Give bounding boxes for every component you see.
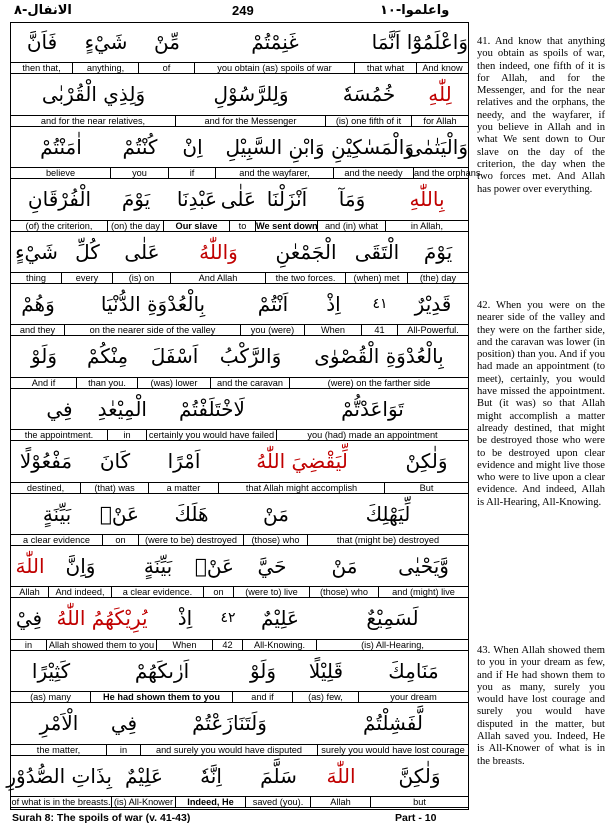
english-gloss: (were to) live [234, 587, 310, 598]
english-gloss: (as) few, [293, 692, 359, 703]
arabic-word: غَنِمْتُمْ [251, 30, 299, 54]
arabic-word: مِنْكُمْ [86, 344, 129, 369]
english-gloss: but [413, 796, 426, 807]
arabic-word: لِّيَهْلِكَ [365, 501, 411, 526]
english-gloss: and the wayfarer, [216, 168, 334, 179]
verse-translation [477, 645, 605, 768]
arabic-word: فِي [110, 711, 138, 736]
arabic-word: مَنْ [263, 501, 289, 526]
english-gloss: that what [355, 63, 417, 74]
english-gloss: on [204, 587, 234, 598]
arabic-word: اَسْفَلَ [150, 344, 199, 369]
english-gloss: (is) on [113, 273, 171, 284]
english-gloss: and if [233, 692, 293, 703]
arabic-word: بِاللّٰهِ [409, 187, 445, 212]
arabic-word: قَدِيْرٌ [414, 292, 452, 316]
arabic-word: وَاعْلَمُوْٓا [406, 30, 468, 54]
english-gloss: in [107, 745, 141, 756]
arabic-word: الْاَمْرِ [39, 711, 79, 736]
arabic-word: وَالرَّكْبُ [219, 344, 282, 369]
arabic-word: لَاخْتَلَفْتُمْ [179, 396, 245, 421]
arabic-word: وَلٰكِنْ [405, 449, 448, 474]
arabic-word: وَّيَحْيٰى [398, 554, 449, 578]
arabic-word: بَيِّنَةٍ [42, 501, 72, 526]
part-footer-label: Part - 10 [395, 812, 437, 824]
verse-line [11, 390, 468, 442]
english-gloss: you [111, 168, 169, 179]
verse-line [11, 180, 468, 232]
verse-line [11, 128, 481, 180]
verse-translation [477, 36, 605, 196]
arabic-row [11, 75, 468, 114]
arabic-row [11, 233, 468, 272]
arabic-word: وَالْمَسٰكِيْنِ [330, 134, 414, 159]
arabic-word: اللّٰهَ [15, 554, 45, 578]
arabic-row [11, 390, 468, 429]
english-gloss: you (had) made an appointment [307, 430, 438, 441]
juz-header-label: واعلموا-١٠ [380, 3, 450, 18]
english-gloss: for Allah [423, 115, 457, 126]
arabic-word: وَلَوْ [249, 658, 277, 683]
arabic-word: يَوْمَ [121, 187, 151, 212]
english-gloss: and (might) live [392, 587, 455, 598]
arabic-row [11, 285, 468, 324]
arabic-word: ٤٢ [220, 610, 236, 627]
english-gloss: (is) All-Knower [112, 797, 176, 808]
arabic-word: بِالْعُدْوَةِ الْقُصْوٰى [314, 344, 444, 369]
english-gloss: destined, [11, 483, 81, 494]
english-gloss: you (were) [241, 325, 305, 336]
english-gloss: and the needy [334, 168, 414, 179]
verse-number: 41. [477, 36, 495, 47]
english-gloss: a clear evidence [11, 535, 103, 546]
verse-line [11, 652, 468, 704]
surah-header-label: الانفال-٨ [14, 3, 72, 18]
english-gloss: 41 [362, 325, 398, 336]
verse-line [11, 233, 468, 285]
english-gloss: surely you would have lost courage [321, 744, 465, 755]
arabic-word: وَالْيَتٰمٰى [406, 134, 468, 159]
english-gloss: He had shown them to you [91, 692, 233, 703]
arabic-word: عَلِيْمٌ [125, 763, 163, 788]
arabic-row [11, 599, 468, 638]
arabic-word: ٤١ [372, 296, 388, 312]
arabic-word: سَلَّمَ [260, 763, 297, 788]
arabic-word: اَمْرًا [167, 449, 201, 474]
english-row [11, 639, 468, 651]
translation-text: When Allah showed them to you in your dream as few, and if He had shown them to you as many, surely you would have lost courage and surely you would have disputed in the matter, but Allah saved you. Indeed, He is All-Knower of what is in the breasts. [477, 645, 605, 767]
english-gloss: thing [11, 273, 62, 284]
english-gloss: (is) one fifth of it [326, 116, 412, 127]
english-gloss: and the caravan [211, 378, 290, 389]
arabic-word: يُرِيْكَهُمُ اللّٰهُ [56, 606, 148, 631]
page-footer [0, 810, 608, 827]
arabic-word: اَنْتُمْ [257, 292, 289, 316]
verse-line [11, 495, 468, 547]
english-row [11, 220, 468, 232]
english-gloss: And Allah [171, 273, 266, 284]
arabic-word: قَلِيْلًا [308, 658, 344, 683]
english-gloss: a matter [149, 483, 219, 494]
arabic-row [11, 547, 468, 586]
english-gloss: (those) who [310, 587, 379, 598]
english-gloss: of [139, 63, 195, 74]
arabic-word: لَسَمِيْعٌ [366, 606, 419, 631]
english-gloss: in [108, 430, 147, 441]
english-gloss: and they [11, 325, 65, 336]
word-by-word-grid [6, 22, 481, 810]
arabic-word: تَوَاعَدْتُّمْ [341, 396, 404, 421]
arabic-word: اٰمَنْتُمْ [40, 134, 82, 159]
arabic-word: شَيْءٍ [84, 30, 128, 54]
english-gloss: that (might be) destroyed [336, 534, 440, 545]
verse-line [11, 337, 468, 389]
arabic-row [11, 337, 468, 376]
verse-line [11, 285, 468, 337]
english-gloss: your dream [390, 692, 437, 703]
verse-line [11, 23, 468, 75]
english-row [11, 482, 468, 494]
arabic-word: وَهُمْ [21, 292, 55, 316]
arabic-word: وَابْنِ السَّبِيْلِ [225, 134, 325, 159]
arabic-word: فِيْ [15, 606, 43, 631]
arabic-word: مِّنْ [154, 30, 180, 54]
english-gloss: the appointment. [11, 430, 108, 441]
arabic-word: عَلٰى [220, 187, 256, 212]
arabic-word: الْجَمْعٰنِ [275, 239, 337, 264]
arabic-word: وَلِلرَّسُوْلِ [213, 82, 289, 107]
arabic-word: شَيْءٍ [15, 239, 58, 264]
arabic-word: عَلِيْمٌ [261, 606, 299, 631]
english-gloss: and the orphans [414, 168, 481, 179]
english-row [11, 377, 468, 389]
arabic-word: اَرٰىكَهُمْ [134, 658, 190, 683]
english-row [11, 62, 468, 74]
arabic-word: اِنَّهٗ [200, 763, 222, 788]
english-gloss: All-Knowing. [243, 640, 317, 651]
english-gloss: if [169, 168, 216, 179]
verse-number: 42. [477, 300, 496, 311]
page-number: 249 [232, 3, 254, 18]
english-gloss: (were to be) destroyed [139, 535, 244, 546]
english-gloss: Allah [11, 587, 49, 598]
verse-line [11, 547, 468, 599]
english-gloss: to [230, 221, 256, 232]
arabic-word: مَنْ [331, 554, 358, 578]
english-gloss: a clear evidence. [112, 587, 204, 598]
arabic-word: عَنْۢ [194, 554, 234, 578]
arabic-word: حَيَّ [257, 554, 287, 578]
english-row [11, 324, 468, 336]
english-gloss: every [62, 273, 113, 284]
arabic-word: وَلٰكِنَّ [398, 763, 441, 788]
arabic-word: كُنْتُمْ [122, 134, 158, 159]
surah-footer-label: Surah 8: The spoils of war (v. 41-43) [12, 812, 191, 824]
english-gloss: on [103, 535, 139, 546]
arabic-word: كَثِيْرًا [31, 658, 71, 683]
english-gloss: and for the Messenger [176, 116, 326, 127]
arabic-word: مَفْعُوْلًا [19, 449, 73, 474]
translation-text: And know that anything you obtain as spoils of war, then indeed, one fifth of it is for Allah, and for the Messenger, and for the near relatives and the orphans, the needy, and the wayfarer, if you believe in Allah and in what We sent down to Our slave on the day of the criterion, the day when the two forces met. And Allah has power over everything. [477, 36, 605, 195]
arabic-row [11, 495, 468, 534]
english-row [11, 744, 468, 756]
verse-number: 43. [477, 645, 494, 656]
arabic-word: اَنَّمَا [371, 30, 401, 54]
arabic-word: بَيِّنَةٍ [143, 554, 173, 578]
arabic-word: عَبْدِنَا [176, 187, 218, 212]
english-row [11, 167, 481, 179]
arabic-word: وَلِذِي الْقُرْبٰى [41, 82, 146, 107]
english-gloss: the matter, [11, 745, 107, 756]
arabic-word: وَمَآ [338, 187, 366, 212]
english-row [11, 534, 468, 546]
english-gloss: When [157, 640, 213, 651]
arabic-word: كُلِّ [75, 239, 100, 264]
arabic-row [6, 757, 468, 796]
arabic-word: بِذَاتِ الصُّدُوْرِ [6, 763, 112, 788]
english-gloss: in Allah, [410, 220, 444, 231]
arabic-word: عَنْۢ [99, 501, 139, 526]
english-gloss: and surely you would have disputed [141, 745, 318, 756]
arabic-word: هَلَكَ [174, 501, 209, 526]
english-gloss: (when) met [346, 273, 408, 284]
arabic-word: لَّفَشِلْتُمْ [362, 711, 424, 736]
arabic-word: كَانَ [99, 449, 131, 474]
arabic-word: الْمِيْعٰدِ [97, 396, 147, 421]
arabic-word: وَلَتَنَازَعْتُمْ [192, 711, 267, 736]
arabic-row [11, 23, 468, 62]
english-gloss: than you. [77, 378, 138, 389]
verse-line [11, 599, 468, 651]
arabic-word: الْفُرْقَانِ [27, 187, 92, 212]
english-gloss: (as) many [11, 692, 91, 703]
english-gloss: and for the near relatives, [11, 116, 176, 127]
arabic-word: خُمُسَهٗ [342, 82, 396, 107]
english-gloss: (on) the day [108, 221, 164, 232]
arabic-row [11, 180, 468, 219]
arabic-row [11, 652, 468, 691]
english-gloss: in [11, 640, 47, 651]
english-gloss: (is) All-Hearing, [361, 639, 424, 650]
arabic-word: فِي [46, 396, 73, 421]
arabic-word: لِلّٰهِ [428, 82, 452, 107]
verse-line [11, 442, 468, 494]
english-gloss: then that, [11, 63, 73, 74]
arabic-word: وَلَوْ [30, 344, 58, 369]
arabic-word: الْتَقَى [354, 239, 400, 264]
english-gloss: that Allah might accomplish [219, 483, 385, 494]
english-gloss: on the nearer side of the valley [65, 325, 241, 336]
english-gloss: And know [422, 63, 463, 74]
verse-line [6, 757, 468, 809]
verse-line [11, 704, 468, 756]
english-gloss: But [419, 482, 434, 493]
arabic-word: اَنْزَلْنَا [266, 187, 308, 212]
english-row [11, 272, 468, 284]
arabic-word: لِّيَقْضِيَ اللّٰهُ [256, 449, 348, 474]
arabic-word: عَلٰى [124, 239, 160, 264]
english-gloss: 42 [213, 640, 243, 651]
arabic-word: اللّٰهَ [326, 763, 356, 788]
arabic-word: اِنْ [182, 134, 203, 159]
english-gloss: (those) who [244, 535, 308, 546]
english-row [11, 115, 468, 127]
page-header [0, 3, 608, 23]
arabic-word: وَاللّٰهُ [199, 239, 238, 264]
english-gloss: (of) the criterion, [11, 221, 108, 232]
english-gloss: (was) lower [138, 378, 211, 389]
arabic-row [11, 704, 468, 743]
arabic-word: يَوْمَ [423, 239, 453, 264]
english-row [11, 691, 468, 703]
translation-text: When you were on the nearer side of the valley and they were on the farther side, and the caravan was lower (in position) than you. And if you had made an appointment (to meet), certainly, you would have missed the appointment. But (it was) so that Allah might accomplish a matter already destined, that might be destroyed those who were to be destroyed upon clear evidence and might live those who were to live upon a clear evidence. And indeed, Allah is All-Hearing, All-Knowing. [477, 300, 605, 508]
english-gloss: (the) day [419, 272, 457, 283]
arabic-row [11, 442, 468, 481]
english-gloss: And indeed, [49, 587, 112, 598]
english-gloss: When [305, 325, 362, 336]
english-gloss: Indeed, He [176, 797, 246, 808]
english-gloss: saved (you). [246, 797, 311, 808]
arabic-word: وَاِنَّ [65, 554, 96, 578]
english-gloss: Allah showed them to you [47, 640, 157, 651]
english-gloss: of what is in the breasts. [11, 796, 111, 807]
english-gloss: (were) on the farther side [327, 377, 431, 388]
verse-translation [477, 300, 605, 509]
arabic-word: بِالْعُدْوَةِ الدُّنْيَا [100, 292, 206, 316]
english-row [11, 796, 468, 808]
english-gloss: We sent down [256, 220, 318, 231]
english-gloss: certainly you would have failed [147, 430, 277, 441]
english-row [11, 429, 468, 441]
english-gloss: you obtain (as) spoils of war [195, 63, 355, 74]
english-gloss: And if [11, 378, 77, 389]
english-gloss: All-Powerful. [407, 325, 459, 336]
english-gloss: and (in) what [318, 221, 386, 232]
arabic-word: مَنَامِكَ [388, 658, 439, 683]
english-gloss: Allah [311, 797, 371, 808]
arabic-row [11, 128, 468, 167]
arabic-word: اِذْ [326, 292, 341, 316]
english-gloss: believe [11, 168, 111, 179]
english-gloss: anything, [73, 63, 139, 74]
verse-line [11, 75, 468, 127]
english-gloss: (that) was [81, 483, 149, 494]
arabic-word: اِذْ [177, 606, 193, 631]
english-gloss: the two forces. [266, 273, 346, 284]
english-row [11, 586, 468, 598]
english-gloss: Our slave [164, 221, 230, 232]
arabic-word: فَاَنَّ [26, 30, 58, 54]
